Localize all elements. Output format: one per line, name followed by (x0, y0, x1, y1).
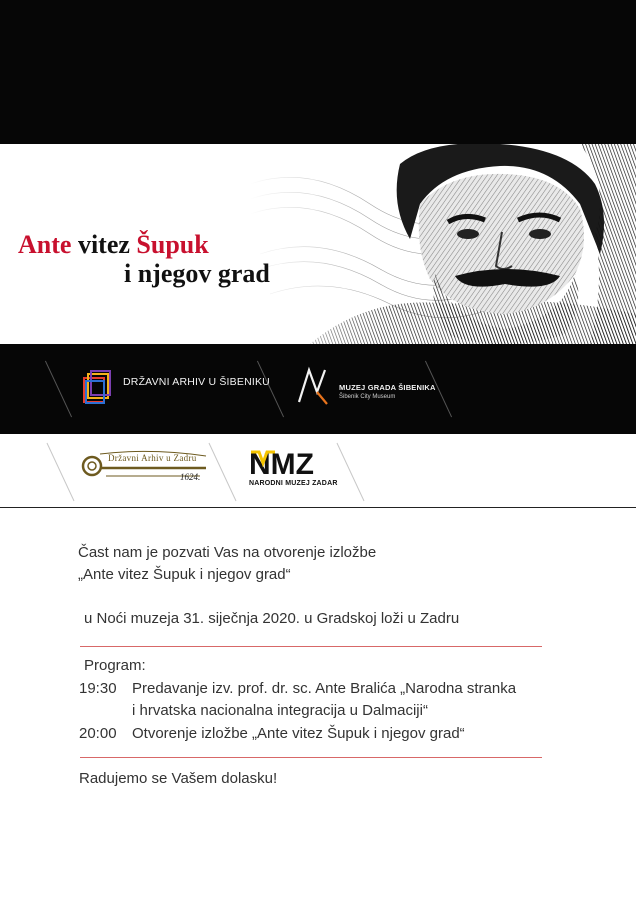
top-black-band (0, 0, 636, 144)
schedule-item (132, 723, 465, 745)
schedule-item-line: Otvorenje izložbe „Ante vitez Šupuk i njegov grad“ (132, 725, 465, 742)
title-surname: Šupuk (136, 230, 209, 259)
poster-hero (0, 144, 636, 344)
invitation-text (78, 542, 376, 586)
schedule-item-line: i hrvatska nacionalna integracija u Dalmaciji“ (132, 702, 428, 719)
drzavni-arhiv-sibenik-name: DRŽAVNI ARHIV U ŠIBENIKU (123, 376, 270, 388)
nmz-logo-text: NMZ (249, 449, 314, 477)
schedule-time: 19:30 (79, 680, 117, 697)
event-details: u Noći muzeja 31. siječnja 2020. u Gradskoj loži u Zadru (84, 610, 460, 627)
title-vitez: vitez (71, 230, 137, 259)
muzej-grada-sibenika-logo-icon (297, 366, 331, 406)
drzavni-arhiv-zadar-key-logo-icon (80, 442, 210, 494)
invitation-line-2: „Ante vitez Šupuk i njegov grad“ (78, 566, 291, 583)
divider-rule (80, 646, 542, 647)
poster-title (18, 230, 270, 288)
muzej-grada-sibenika-name: MUZEJ GRADA ŠIBENIKA (339, 383, 436, 392)
schedule-time: 20:00 (79, 725, 117, 742)
muzej-grada-sibenika-subtitle: Šibenik City Museum (339, 394, 396, 400)
schedule-item (132, 678, 516, 722)
title-line-2: i njegov grad (124, 259, 270, 288)
title-first-name: Ante (18, 230, 72, 259)
drzavni-arhiv-zadar-name: Državni Arhiv u Zadru (108, 453, 197, 463)
narodni-muzej-zadar-logo-icon (249, 449, 327, 477)
schedule-item-line: Predavanje izv. prof. dr. sc. Ante Bralića „Narodna stranka (132, 680, 517, 697)
drzavni-arhiv-zadar-year: 1624. (180, 472, 201, 482)
drzavni-arhiv-sibenik-logo-icon (82, 370, 112, 406)
narodni-muzej-zadar-name: NARODNI MUZEJ ZADAR (249, 480, 338, 487)
supuk-portrait-engraving (250, 144, 636, 344)
divider-rule (80, 757, 542, 758)
invitation-line-1: Čast nam je pozvati Vas na otvorenje izložbe (78, 544, 377, 561)
closing-line: Radujemo se Vašem dolasku! (79, 770, 278, 787)
program-label: Program: (84, 657, 146, 674)
